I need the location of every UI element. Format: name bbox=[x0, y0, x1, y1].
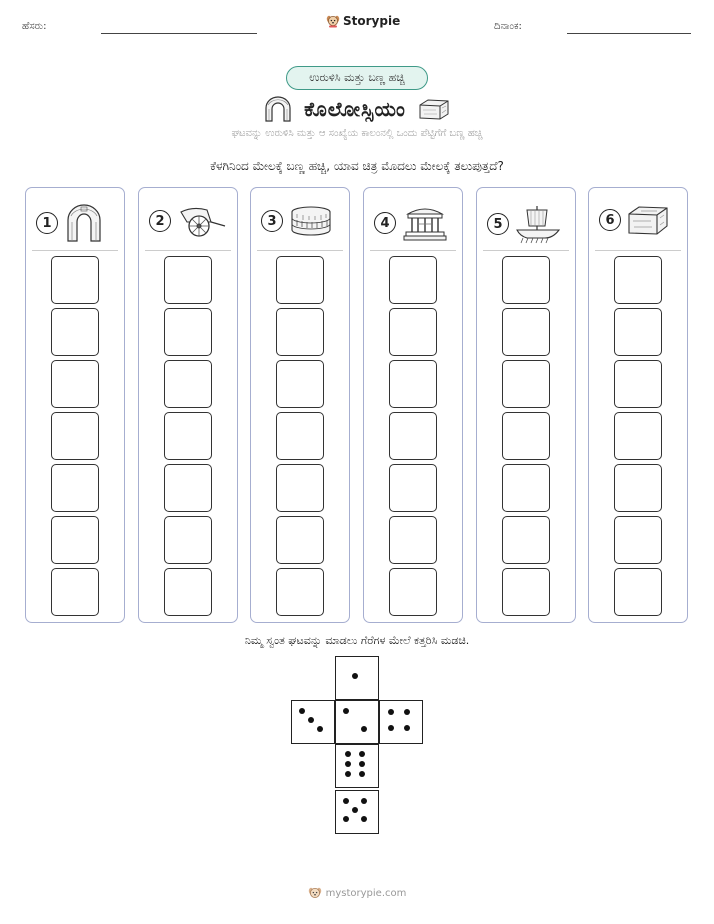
arch-icon bbox=[264, 96, 292, 122]
die-pip bbox=[343, 798, 349, 804]
color-box[interactable] bbox=[389, 568, 437, 616]
color-box[interactable] bbox=[276, 360, 324, 408]
die-pip bbox=[359, 771, 365, 777]
brand-name: Storypie bbox=[343, 14, 401, 28]
die-pip bbox=[361, 726, 367, 732]
color-box[interactable] bbox=[614, 412, 662, 460]
color-box[interactable] bbox=[389, 464, 437, 512]
die-face-2 bbox=[335, 700, 379, 744]
name-label: ಹೆಸರು: bbox=[22, 21, 47, 32]
column-header bbox=[261, 204, 333, 238]
date-label: ದಿನಾಂಕ: bbox=[494, 21, 522, 32]
die-pip bbox=[343, 816, 349, 822]
column-divider bbox=[257, 250, 343, 251]
column-header bbox=[149, 204, 227, 238]
stone-block-icon bbox=[418, 98, 450, 120]
die-face-6 bbox=[335, 744, 379, 788]
badge-text: ಉರುಳಿಸಿ ಮತ್ತು ಬಣ್ಣ ಹಚ್ಚಿ bbox=[309, 71, 405, 84]
color-box[interactable] bbox=[164, 568, 212, 616]
die-pip bbox=[388, 709, 394, 715]
activity-badge bbox=[286, 66, 428, 90]
galley-ship-icon bbox=[515, 204, 561, 244]
color-box[interactable] bbox=[276, 412, 324, 460]
arch-icon bbox=[64, 204, 104, 242]
die-pip bbox=[352, 673, 358, 679]
column-divider bbox=[145, 250, 231, 251]
color-box[interactable] bbox=[276, 256, 324, 304]
die-pip bbox=[345, 761, 351, 767]
column-divider bbox=[595, 250, 681, 251]
color-box[interactable] bbox=[502, 308, 550, 356]
color-box[interactable] bbox=[164, 308, 212, 356]
die-face-5 bbox=[335, 790, 379, 834]
die-pip bbox=[361, 816, 367, 822]
color-box[interactable] bbox=[51, 308, 99, 356]
color-box[interactable] bbox=[389, 256, 437, 304]
color-box[interactable] bbox=[614, 360, 662, 408]
color-box[interactable] bbox=[164, 256, 212, 304]
column-4 bbox=[363, 187, 463, 623]
color-box[interactable] bbox=[502, 464, 550, 512]
column-header bbox=[487, 204, 561, 244]
die-instruction: ನಿಮ್ಮ ಸ್ವಂತ ಘಟವನ್ನು ಮಾಡಲು ಗೆರೆಗಳ ಮೇಲೆ ಕತ್ತರಿಸಿ ಮಡಚಿ. bbox=[244, 634, 470, 647]
column-2 bbox=[138, 187, 238, 623]
question-text: ಕೆಳಗಿನಿಂದ ಮೇಲಕ್ಕೆ ಬಣ್ಣ ಹಚ್ಚಿ, ಯಾವ ಚಿತ್ರ ಮೊದಲು ಮೇಲಕ್ಕೆ ತಲುಪುತ್ತದೆ? bbox=[210, 159, 504, 173]
title-row bbox=[0, 94, 714, 124]
stone-block-icon bbox=[627, 204, 669, 236]
column-number: 5 bbox=[487, 213, 509, 235]
color-box[interactable] bbox=[614, 308, 662, 356]
die-pip bbox=[404, 725, 410, 731]
footer bbox=[0, 886, 714, 900]
die-pip bbox=[308, 717, 314, 723]
color-box[interactable] bbox=[51, 464, 99, 512]
color-box[interactable] bbox=[276, 516, 324, 564]
die-face-4 bbox=[379, 700, 423, 744]
dog-mascot-icon bbox=[308, 886, 322, 900]
color-box[interactable] bbox=[51, 360, 99, 408]
color-box[interactable] bbox=[51, 516, 99, 564]
color-box[interactable] bbox=[276, 464, 324, 512]
die-pip bbox=[359, 751, 365, 757]
column-number: 2 bbox=[149, 210, 171, 232]
color-box[interactable] bbox=[276, 568, 324, 616]
column-number: 3 bbox=[261, 210, 283, 232]
column-divider bbox=[32, 250, 118, 251]
color-box[interactable] bbox=[502, 412, 550, 460]
color-box[interactable] bbox=[502, 360, 550, 408]
die-pip bbox=[359, 761, 365, 767]
temple-icon bbox=[402, 204, 448, 242]
column-divider bbox=[483, 250, 569, 251]
column-header bbox=[36, 204, 104, 242]
die-face-1 bbox=[335, 656, 379, 700]
color-box[interactable] bbox=[51, 412, 99, 460]
color-box[interactable] bbox=[389, 412, 437, 460]
column-header bbox=[374, 204, 448, 242]
die-pip bbox=[388, 725, 394, 731]
column-1 bbox=[25, 187, 125, 623]
color-box[interactable] bbox=[502, 516, 550, 564]
instructions: ಘಟವನ್ನು ಉರುಳಿಸಿ ಮತ್ತು ಆ ಸಂಖ್ಯೆಯ ಕಾಲಂನಲ್ಲಿ ಒಂದು ಪೆಟ್ಟಿಗೆಗೆ ಬಣ್ಣ ಹಚ್ಚಿ bbox=[231, 128, 483, 139]
color-box[interactable] bbox=[389, 360, 437, 408]
column-5 bbox=[476, 187, 576, 623]
color-box[interactable] bbox=[614, 256, 662, 304]
die-pip bbox=[404, 709, 410, 715]
column-6 bbox=[588, 187, 688, 623]
color-box[interactable] bbox=[164, 516, 212, 564]
die-pip bbox=[343, 708, 349, 714]
die-pip bbox=[299, 708, 305, 714]
column-number: 1 bbox=[36, 212, 58, 234]
color-box[interactable] bbox=[164, 464, 212, 512]
color-box[interactable] bbox=[389, 516, 437, 564]
page-title: ಕೊಲೋಸ್ಸಿಯಂ bbox=[304, 97, 406, 121]
color-box[interactable] bbox=[51, 256, 99, 304]
color-box[interactable] bbox=[389, 308, 437, 356]
color-box[interactable] bbox=[614, 516, 662, 564]
column-divider bbox=[370, 250, 456, 251]
footer-url[interactable]: mystorypie.com bbox=[325, 887, 407, 899]
color-box[interactable] bbox=[502, 568, 550, 616]
column-number: 6 bbox=[599, 209, 621, 231]
die-pip bbox=[317, 726, 323, 732]
die-face-3 bbox=[291, 700, 335, 744]
die-pip bbox=[352, 807, 358, 813]
color-box[interactable] bbox=[51, 568, 99, 616]
column-3 bbox=[250, 187, 350, 623]
brand-logo bbox=[326, 14, 400, 28]
column-number: 4 bbox=[374, 212, 396, 234]
color-box[interactable] bbox=[276, 308, 324, 356]
color-box[interactable] bbox=[614, 464, 662, 512]
chariot-icon bbox=[177, 204, 227, 238]
dog-mascot-icon bbox=[326, 14, 340, 28]
colosseum-icon bbox=[289, 204, 333, 238]
date-field[interactable] bbox=[567, 33, 691, 34]
color-box[interactable] bbox=[502, 256, 550, 304]
die-pip bbox=[345, 771, 351, 777]
die-pip bbox=[345, 751, 351, 757]
die-pip bbox=[361, 798, 367, 804]
color-box[interactable] bbox=[164, 412, 212, 460]
color-box[interactable] bbox=[164, 360, 212, 408]
color-box[interactable] bbox=[614, 568, 662, 616]
name-field[interactable] bbox=[101, 33, 257, 34]
column-header bbox=[599, 204, 669, 236]
